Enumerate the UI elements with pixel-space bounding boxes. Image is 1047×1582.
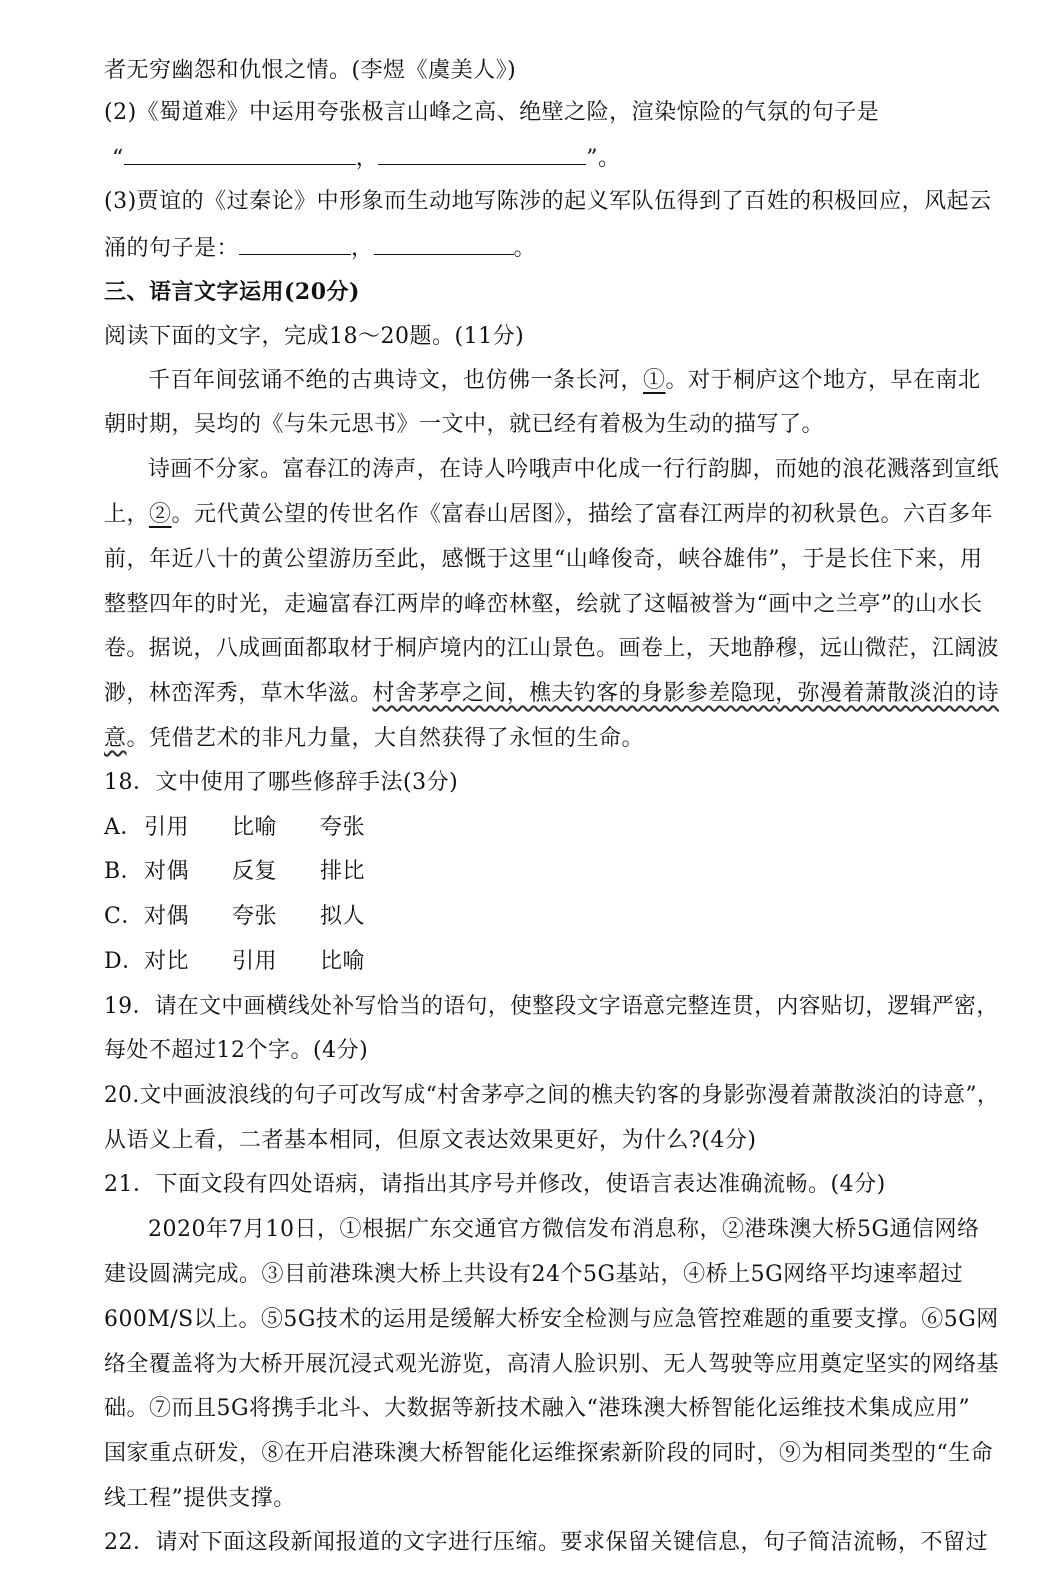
instruction-text: 阅读下面的文字，完成18～20题。(11分) (104, 324, 525, 349)
question-22 (104, 1528, 988, 1558)
text-line (104, 322, 524, 352)
answer-blank[interactable] (378, 142, 586, 165)
line-text: 渺，林峦浑秀，草木华滋。 (104, 681, 373, 706)
blank-marker-2: ② (149, 502, 172, 527)
question-20 (104, 1081, 999, 1111)
option-item: 对偶 (144, 859, 190, 884)
passage-line (104, 634, 999, 664)
option-label: C． (104, 904, 144, 929)
section-heading (104, 277, 360, 307)
line-text: 国家重点研发，⑧在开启港珠澳大桥智能化运维探索新阶段的同时，⑨为相同类型的“生命 (104, 1441, 994, 1466)
line-text: (3)贾谊的《过秦论》中形象而生动地写陈涉的起义军队伍得到了百姓的积极回应，风起云 (104, 189, 992, 214)
question-21 (104, 1170, 886, 1200)
question-text: 从语义上看，二者基本相同，但原文表达效果更好，为什么?(4分) (104, 1128, 757, 1153)
line-text: 诗画不分家。富春江的涛声，在诗人吟哦声中化成一行行韵脚，而她的浪花溅落到宣纸 (148, 457, 999, 482)
option-item: 排比 (320, 859, 366, 884)
passage-line (148, 1215, 980, 1245)
passage-line (104, 1439, 993, 1469)
option-item: 反复 (232, 859, 278, 884)
line-text: 。凭借艺术的非凡力量，大自然获得了永恒的生命。 (126, 726, 645, 751)
line-text: 。对于桐庐这个地方，早在南北 (665, 368, 981, 393)
line-text: 涌的句子是： (104, 236, 240, 261)
question-19-cont (104, 1036, 368, 1066)
comma: ， (351, 236, 374, 261)
answer-blank[interactable] (124, 142, 356, 165)
passage-line (104, 1305, 999, 1335)
question-text: 每处不超过12个字。(4分) (104, 1038, 369, 1063)
option-item: 比喻 (232, 815, 278, 840)
option-c[interactable] (104, 902, 408, 932)
blank-marker-1: ① (643, 368, 666, 393)
option-item: 引用 (144, 815, 190, 840)
option-d[interactable] (104, 947, 408, 977)
text-line (104, 56, 516, 86)
question-text: 20.文中画波浪线的句子可改写成“村舍茅亭之间的樵夫钓客的身影弥漫着萧散淡泊的诗意”， (104, 1083, 999, 1108)
line-text: 前，年近八十的黄公望游历至此，感慨于这里“山峰俊奇，峡谷雄伟”，于是长住下来，用 (104, 547, 983, 572)
line-text: 2020年7月10日，①根据广东交通官方微信发布消息称，②港珠澳大桥5G通信网络 (148, 1217, 980, 1242)
text-line (104, 98, 879, 128)
line-text: 线工程”提供支撑。 (104, 1486, 296, 1511)
line-text: 础。⑦而且5G将携手北斗、大数据等新技术融入“港珠澳大桥智能化运维技术集成应用” (104, 1396, 971, 1421)
answer-blank[interactable] (374, 232, 514, 255)
wavy-underlined-sentence: 意 (104, 726, 127, 751)
line-text: 。元代黄公望的传世名作《富春山居图》，描绘了富春江两岸的初秋景色。六百多年 (171, 502, 994, 527)
question-text: 18．文中使用了哪些修辞手法(3分) (104, 770, 459, 795)
line-text: 者无穷幽怨和仇恨之情。(李煜《虞美人》) (104, 58, 517, 83)
wavy-underlined-sentence: 村舍茅亭之间，樵夫钓客的身影参差隐现，弥漫着萧散淡泊的诗 (372, 681, 999, 706)
line-text: 千百年间弦诵不绝的古典诗文，也仿佛一条长河， (148, 368, 644, 393)
text-line (104, 187, 992, 217)
option-label: B． (104, 859, 144, 884)
line-text: 朝时期，吴均的《与朱元思书》一文中，就已经有着极为生动的描写了。 (104, 412, 825, 437)
section-title: 三、语言文字运用(20分) (104, 279, 360, 305)
option-item: 引用 (232, 949, 278, 974)
passage-line (104, 410, 824, 440)
passage-line (104, 1394, 970, 1424)
line-text: 络全覆盖将为大桥开展沉浸式观光游览，高清人脸识别、无人驾驶等应用奠定坚实的网络基 (104, 1352, 999, 1377)
option-item: 对偶 (144, 904, 190, 929)
comma: ， (355, 146, 379, 171)
answer-blank[interactable] (239, 232, 351, 255)
option-label: D． (104, 949, 145, 974)
answer-blank-line (112, 142, 621, 174)
line-text: 上， (104, 502, 150, 527)
question-text: 19．请在文中画横线处补写恰当的语句，使整段文字语意完整连贯，内容贴切，逻辑严密， (104, 994, 999, 1019)
line-text: 建设圆满完成。③目前港珠澳大桥上共设有24个5G基站，④桥上5G网络平均速率超过 (104, 1262, 964, 1287)
passage-line (104, 1350, 999, 1380)
passage-line (148, 366, 981, 396)
period: 。 (513, 236, 537, 261)
question-19 (104, 992, 999, 1022)
passage-line (104, 679, 999, 709)
option-item: 夸张 (320, 815, 366, 840)
question-text: 22．请对下面这段新闻报道的文字进行压缩。要求保留关键信息，句子简洁流畅，不留过 (104, 1530, 988, 1555)
question-18 (104, 768, 458, 798)
passage-line (104, 545, 983, 575)
option-label: A． (104, 815, 143, 840)
option-b[interactable] (104, 857, 408, 887)
passage-line (104, 1260, 963, 1290)
option-item: 对比 (144, 949, 190, 974)
option-item: 夸张 (232, 904, 278, 929)
option-item: 拟人 (320, 904, 366, 929)
answer-blank-line (104, 232, 536, 264)
line-text: 整整四年的时光，走遍富春江两岸的峰峦林壑，绘就了这幅被誉为“画中之兰亭”的山水长 (104, 592, 983, 617)
passage-line (104, 1484, 296, 1514)
passage-line (148, 455, 999, 485)
line-text: (2)《蜀道难》中运用夸张极言山峰之高、绝壁之险，渲染惊险的气氛的句子是 (104, 100, 880, 125)
line-text: 卷。据说，八成画面都取材于桐庐境内的江山景色。画卷上，天地静穆，远山微茫，江阔波 (104, 636, 999, 661)
option-a[interactable] (104, 813, 408, 843)
option-item: 比喻 (320, 949, 366, 974)
question-20-cont (104, 1126, 756, 1156)
quote-close: ”。 (586, 146, 621, 171)
passage-line (104, 590, 983, 620)
question-text: 21．下面文段有四处语病，请指出其序号并修改，使语言表达准确流畅。(4分) (104, 1172, 886, 1197)
passage-line (104, 724, 644, 754)
quote-open: “ (112, 146, 124, 171)
passage-line (104, 500, 993, 530)
line-text: 600M/S以上。⑤5G技术的运用是缓解大桥安全检测与应急管控难题的重要支撑。⑥5G网 (104, 1307, 999, 1332)
